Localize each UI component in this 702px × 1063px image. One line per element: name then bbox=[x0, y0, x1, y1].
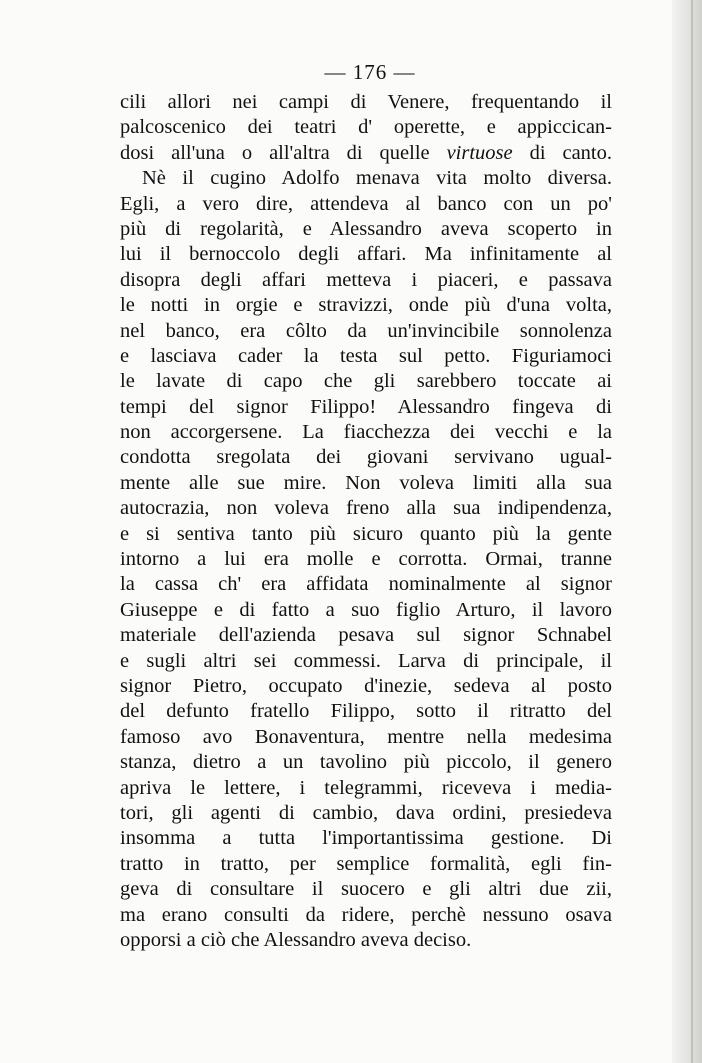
line-text: ma erano consulti da ridere, perchè nessuno osava bbox=[120, 903, 612, 926]
line-text: mente alle sue mire. Non voleva limiti alla sua bbox=[120, 471, 612, 494]
text-line bbox=[120, 725, 612, 750]
text-line bbox=[120, 496, 612, 521]
text-line bbox=[120, 699, 612, 724]
line-text: materiale dell'azienda pesava sul signor Schnabel bbox=[120, 624, 612, 647]
line-text-continued: di canto. bbox=[512, 141, 612, 164]
text-line bbox=[120, 420, 612, 445]
line-text: stanza, dietro a un tavolino più piccolo, il genero bbox=[120, 751, 612, 774]
text-line bbox=[120, 395, 612, 420]
text-line bbox=[120, 928, 612, 953]
text-line bbox=[120, 674, 612, 699]
text-line bbox=[120, 903, 612, 928]
page-gutter-shadow bbox=[672, 0, 702, 1063]
body-text bbox=[120, 90, 612, 953]
line-text: più di regolarità, e Alessandro aveva scoperto in bbox=[120, 217, 612, 240]
text-line bbox=[120, 319, 612, 344]
text-line bbox=[120, 826, 612, 851]
line-text: lui il bernoccolo degli affari. Ma infinitamente al bbox=[120, 243, 612, 266]
text-line bbox=[120, 623, 612, 648]
page-number: — 176 — bbox=[324, 60, 416, 84]
line-text: geva di consultare il suocero e gli altri due zii, bbox=[120, 878, 612, 901]
line-text: tempi del signor Filippo! Alessandro fingeva di bbox=[120, 395, 612, 418]
text-line bbox=[120, 217, 612, 242]
text-line bbox=[120, 293, 612, 318]
text-line bbox=[120, 877, 612, 902]
line-text: dosi all'una o all'altra di quelle bbox=[120, 141, 447, 164]
text-line bbox=[120, 471, 612, 496]
text-line bbox=[120, 166, 612, 191]
text-line bbox=[120, 268, 612, 293]
line-text: del defunto fratello Filippo, sotto il ritratto del bbox=[120, 700, 612, 723]
line-text: e lasciava cader la testa sul petto. Figuriamoci bbox=[120, 344, 612, 367]
text-line bbox=[120, 192, 612, 217]
line-text: palcoscenico dei teatri d' operette, e appiccican- bbox=[120, 116, 612, 139]
line-text: signor Pietro, occupato d'inezie, sedeva al posto bbox=[120, 674, 612, 697]
line-text: disopra degli affari metteva i piaceri, e passava bbox=[120, 268, 612, 291]
text-line bbox=[120, 242, 612, 267]
line-text: insomma a tutta l'importantissima gestione. Di bbox=[120, 827, 612, 850]
line-text: tori, gli agenti di cambio, dava ordini, presiedeva bbox=[120, 801, 612, 824]
text-line bbox=[120, 750, 612, 775]
line-text: autocrazia, non voleva freno alla sua indipendenza, bbox=[120, 497, 612, 520]
text-line bbox=[120, 369, 612, 394]
binding-edge bbox=[691, 0, 693, 1063]
line-text: intorno a lui era molle e corrotta. Ormai, tranne bbox=[120, 548, 612, 571]
text-line bbox=[120, 776, 612, 801]
text-line bbox=[120, 344, 612, 369]
text-line bbox=[120, 852, 612, 877]
text-line bbox=[120, 90, 612, 115]
line-text: Giuseppe e di fatto a suo figlio Arturo, il lavoro bbox=[120, 598, 612, 621]
text-line bbox=[120, 445, 612, 470]
line-text: Nè il cugino Adolfo menava vita molto diversa. bbox=[142, 167, 612, 190]
line-text: e si sentiva tanto più sicuro quanto più la gente bbox=[120, 522, 612, 545]
text-line bbox=[120, 115, 612, 140]
text-line bbox=[120, 141, 612, 166]
text-line bbox=[120, 598, 612, 623]
line-text: tratto in tratto, per semplice formalità, egli fin- bbox=[120, 852, 612, 875]
text-line bbox=[120, 649, 612, 674]
line-text: Egli, a vero dire, attendeva al banco con un po' bbox=[120, 192, 612, 215]
line-text: condotta sregolata dei giovani servivano ugual- bbox=[120, 446, 612, 469]
line-text: opporsi a ciò che Alessandro aveva deciso. bbox=[120, 928, 472, 951]
line-text: la cassa ch' era affidata nominalmente al signor bbox=[120, 573, 612, 596]
line-text: cili allori nei campi di Venere, frequentando il bbox=[120, 91, 612, 113]
text-line bbox=[120, 801, 612, 826]
line-text: nel banco, era côlto da un'invincibile sonnolenza bbox=[120, 319, 612, 342]
text-line bbox=[120, 572, 612, 597]
line-text: le lavate di capo che gli sarebbero toccate ai bbox=[120, 370, 612, 393]
line-text: apriva le lettere, i telegrammi, riceveva i media- bbox=[120, 776, 612, 799]
line-text: le notti in orgie e stravizzi, onde più d'una volta, bbox=[120, 294, 612, 317]
line-text: e sugli altri sei commessi. Larva di principale, il bbox=[120, 649, 612, 672]
line-text: famoso avo Bonaventura, mentre nella medesima bbox=[120, 725, 612, 748]
text-line bbox=[120, 522, 612, 547]
italic-word: virtuose bbox=[446, 141, 513, 164]
text-line bbox=[120, 547, 612, 572]
line-text: non accorgersene. La fiacchezza dei vecchi e la bbox=[120, 421, 612, 444]
